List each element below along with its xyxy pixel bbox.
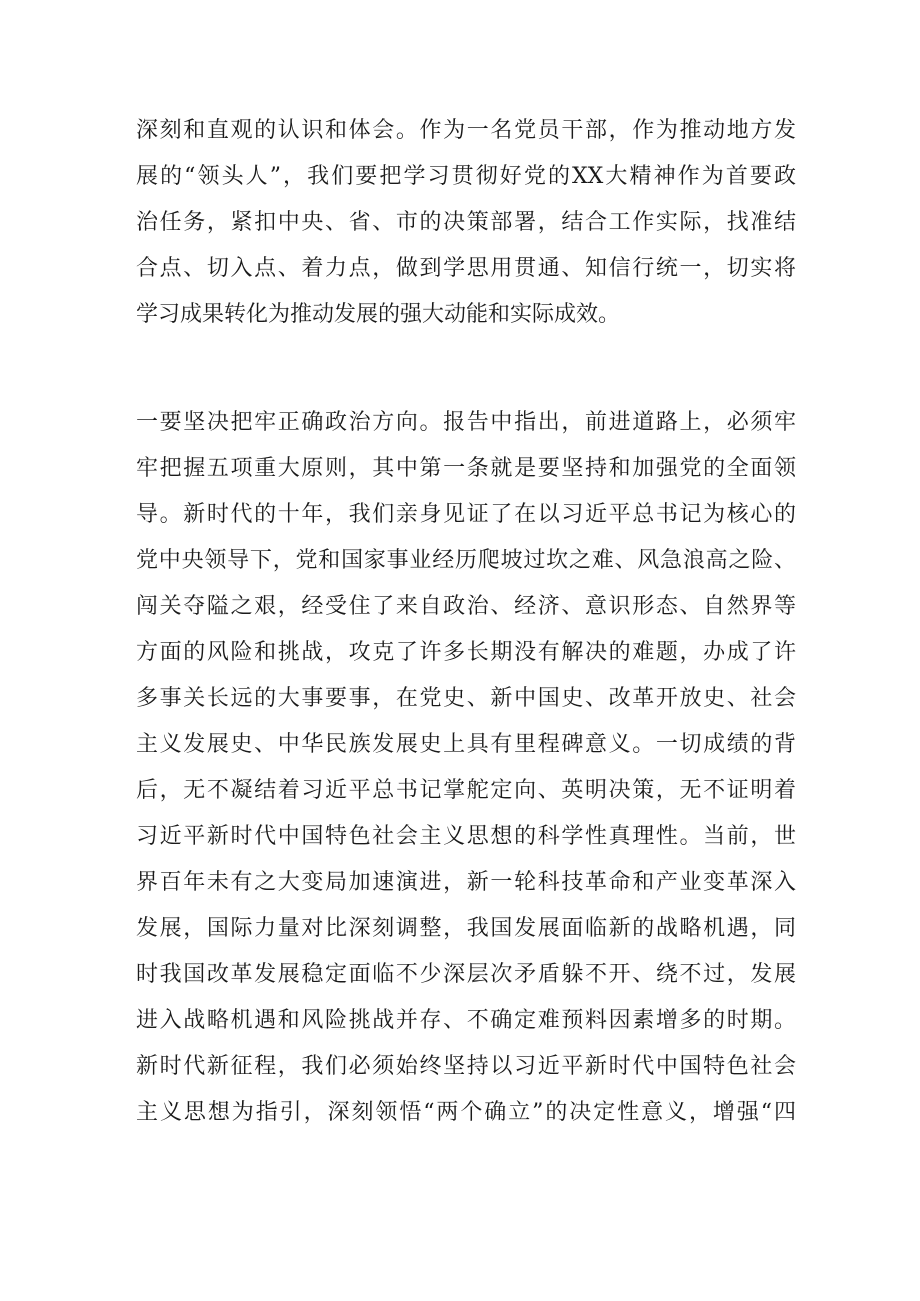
paragraph-line: 闯关夺隘之艰，经受住了来自政治、经济、意识形态、自然界等 (136, 594, 796, 619)
paragraph-line: 发展，国际力量对比深刻调整，我国发展面临新的战略机遇，同 (136, 916, 796, 941)
paragraph-line: 多事关长远的大事要事，在党史、新中国史、改革开放史、社会 (136, 686, 796, 711)
paragraph-line: 习近平新时代中国特色社会主义思想的科学性真理性。当前，世 (136, 824, 796, 849)
paragraph-line: 学习成果转化为推动发展的强大动能和实际成效。 (136, 302, 621, 327)
paragraph-line: 时我国改革发展稳定面临不少深层次矛盾躲不开、绕不过，发展 (136, 962, 796, 987)
paragraph-line: 进入战略机遇和风险挑战并存、不确定难预料因素增多的时期。 (136, 1008, 796, 1033)
paragraph-line: 导。新时代的十年，我们亲身见证了在以习近平总书记为核心的 (136, 502, 796, 527)
paragraph-line: 界百年未有之大变局加速演进，新一轮科技革命和产业变革深入 (136, 870, 796, 895)
paragraph-1 (136, 108, 796, 338)
paragraph-line: 党中央领导下，党和国家事业经历爬坡过坎之难、风急浪高之险、 (136, 548, 796, 573)
paragraph-2 (136, 400, 796, 1136)
paragraph-line: 一要坚决把牢正确政治方向。报告中指出，前进道路上，必须牢 (136, 410, 796, 435)
paragraph-line: 主义思想为指引，深刻领悟“两个确立”的决定性意义，增强“四 (136, 1100, 796, 1125)
paragraph-line: 治任务，紧扣中央、省、市的决策部署，结合工作实际，找准结 (136, 210, 796, 235)
paragraph-line: 后，无不凝结着习近平总书记掌舵定向、英明决策，无不证明着 (136, 778, 796, 803)
paragraph-line: 合点、切入点、着力点，做到学思用贯通、知信行统一，切实将 (136, 256, 796, 281)
paragraph-line: 方面的风险和挑战，攻克了许多长期没有解决的难题，办成了许 (136, 640, 796, 665)
paragraph-line: 主义发展史、中华民族发展史上具有里程碑意义。一切成绩的背 (136, 732, 796, 757)
paragraph-line: 展的“领头人”，我们要把学习贯彻好党的XX大精神作为首要政 (136, 164, 796, 189)
paragraph-line: 牢把握五项重大原则，其中第一条就是要坚持和加强党的全面领 (136, 456, 796, 481)
paragraph-line: 新时代新征程，我们必须始终坚持以习近平新时代中国特色社会 (136, 1054, 796, 1079)
paragraph-line: 深刻和直观的认识和体会。作为一名党员干部，作为推动地方发 (136, 118, 796, 143)
